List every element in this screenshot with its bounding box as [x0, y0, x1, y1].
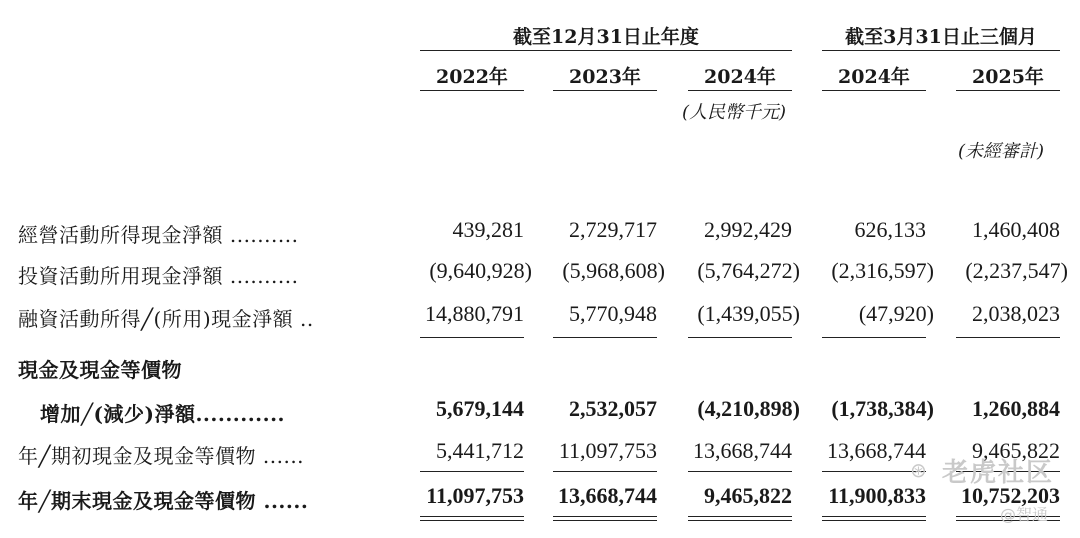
- double-rule-top-2023: [553, 516, 657, 517]
- cell-financing-2024: (1,439,055): [697, 301, 800, 326]
- cell-financing-q2025: 2,038,023: [972, 301, 1060, 326]
- total-rule-2023: [553, 471, 657, 472]
- cell-opening-2022: 5,441,712: [436, 438, 524, 463]
- column-header-2025-quarter: 2025年: [972, 66, 1044, 88]
- watermark-brand: 老虎社区: [942, 458, 1055, 488]
- unaudited-note: (未經審計): [958, 141, 1045, 162]
- cell-financing-q2024: (47,920): [858, 301, 934, 326]
- total-rule-2024-year: [688, 471, 792, 472]
- column-header-2022: 2022年: [436, 66, 508, 88]
- cell-opening-q2025: 9,465,822: [972, 438, 1060, 463]
- column-rule-2025-quarter: [956, 90, 1060, 91]
- cell-closing-2023: 13,668,744: [558, 483, 657, 508]
- subtotal-rule-2023: [553, 337, 657, 338]
- cell-operating-q2025: 1,460,408: [972, 217, 1060, 242]
- cell-opening-2023: 11,097,753: [558, 438, 657, 463]
- header-group-quarter-rule: [822, 50, 1060, 51]
- row-label-cash-equivalents-heading: 現金及現金等價物: [18, 358, 182, 382]
- header-group-fiscal-years: 截至12月31日止年度: [513, 26, 699, 48]
- cell-financing-2023: 5,770,948: [569, 301, 657, 326]
- watermark-handle: @智通: [1000, 505, 1049, 524]
- cell-opening-2024: 13,668,744: [693, 438, 792, 463]
- cell-closing-2024: 9,465,822: [704, 483, 792, 508]
- cell-opening-q2024: 13,668,744: [827, 438, 926, 463]
- double-rule-bottom-2024-year: [688, 520, 792, 521]
- row-label-operating-cash: 經營活動所得現金淨額 ..........: [18, 223, 299, 247]
- cell-closing-2022: 11,097,753: [426, 483, 524, 508]
- watermark-logo-icon: ⊛: [910, 458, 927, 482]
- total-rule-2022: [420, 471, 524, 472]
- cell-investing-2022: (9,640,928): [429, 258, 532, 283]
- cell-closing-q2024: 11,900,833: [828, 483, 926, 508]
- column-rule-2024-quarter: [822, 90, 926, 91]
- subtotal-rule-2022: [420, 337, 524, 338]
- cell-operating-2023: 2,729,717: [569, 217, 657, 242]
- cell-operating-2024: 2,992,429: [704, 217, 792, 242]
- column-rule-2024-year: [688, 90, 792, 91]
- cell-investing-2023: (5,968,608): [562, 258, 665, 283]
- column-header-2024-year: 2024年: [704, 66, 776, 88]
- row-label-financing-cash: 融資活動所得╱(所用)現金淨額 ..: [18, 307, 314, 331]
- column-rule-2023: [553, 90, 657, 91]
- cell-operating-q2024: 626,133: [854, 217, 926, 242]
- header-group-fiscal-years-rule: [420, 50, 792, 51]
- subtotal-rule-2024-quarter: [822, 337, 926, 338]
- cell-investing-q2025: (2,237,547): [965, 258, 1068, 283]
- column-header-2023: 2023年: [569, 66, 641, 88]
- cell-net-change-q2024: (1,738,384): [831, 396, 934, 421]
- cell-financing-2022: 14,880,791: [425, 301, 524, 326]
- cell-investing-q2024: (2,316,597): [831, 258, 934, 283]
- double-rule-bottom-2022: [420, 520, 524, 521]
- cell-net-change-q2025: 1,260,884: [972, 396, 1060, 421]
- cell-investing-2024: (5,764,272): [697, 258, 800, 283]
- column-header-2024-quarter: 2024年: [838, 66, 910, 88]
- row-label-net-change: 增加╱(減少)淨額............: [40, 402, 286, 426]
- double-rule-top-2024-year: [688, 516, 792, 517]
- cell-operating-2022: 439,281: [452, 217, 524, 242]
- row-label-closing-balance: 年╱期末現金及現金等價物 ......: [18, 489, 309, 513]
- double-rule-bottom-2024-quarter: [822, 520, 926, 521]
- row-label-opening-balance: 年╱期初現金及現金等價物 ......: [18, 444, 305, 468]
- column-rule-2022: [420, 90, 524, 91]
- cell-closing-q2025: 10,752,203: [961, 483, 1060, 508]
- cell-net-change-2023: 2,532,057: [569, 396, 657, 421]
- double-rule-top-2022: [420, 516, 524, 517]
- unit-note: (人民幣千元): [682, 102, 787, 123]
- double-rule-bottom-2023: [553, 520, 657, 521]
- double-rule-top-2024-quarter: [822, 516, 926, 517]
- row-label-investing-cash: 投資活動所用現金淨額 ..........: [18, 264, 299, 288]
- cell-net-change-2022: 5,679,144: [436, 396, 524, 421]
- header-group-quarter: 截至3月31日止三個月: [845, 26, 1037, 48]
- subtotal-rule-2024-year: [688, 337, 792, 338]
- subtotal-rule-2025-quarter: [956, 337, 1060, 338]
- cell-net-change-2024: (4,210,898): [697, 396, 800, 421]
